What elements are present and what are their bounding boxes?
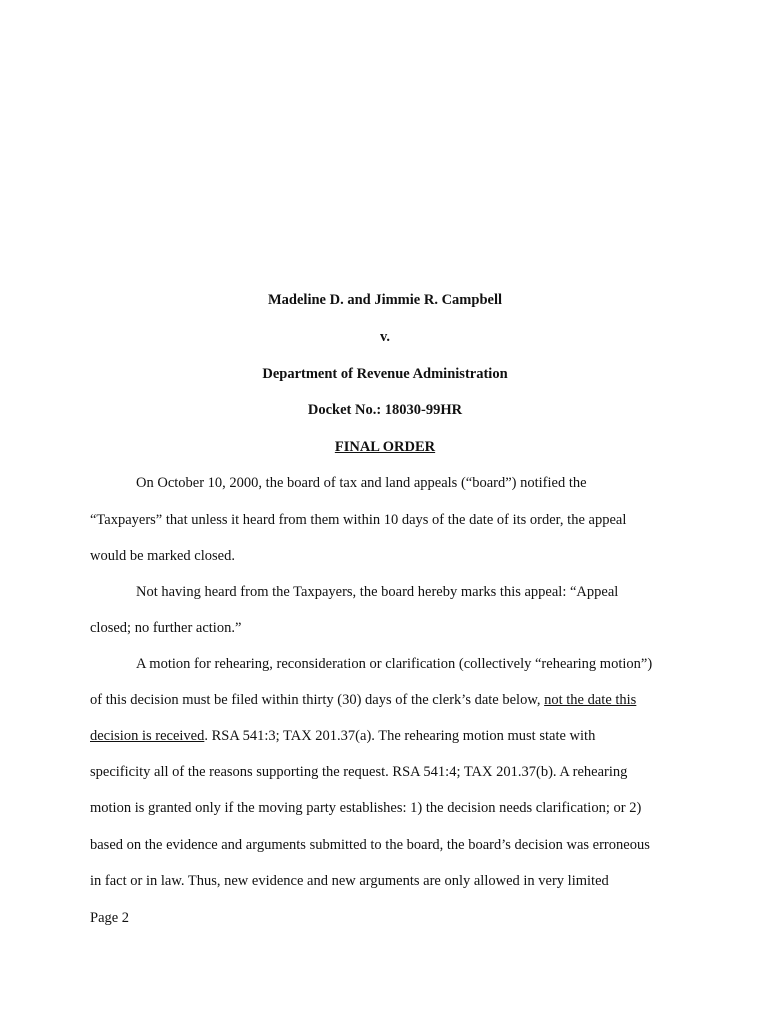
body-line: A motion for rehearing, reconsideration or clarification (collectively “rehearing motion”) bbox=[136, 656, 653, 672]
body-text: of this decision must be filed within thirty (30) days of the clerk’s date below, bbox=[90, 692, 545, 708]
body-line: specificity all of the reasons supporting the request. RSA 541:4; TAX 201.37(b). A rehearing bbox=[90, 764, 628, 780]
underlined-text: decision is received bbox=[90, 728, 205, 744]
body-line bbox=[90, 728, 595, 745]
case-respondent: Department of Revenue Administration bbox=[262, 366, 508, 382]
page-number: Page 2 bbox=[90, 910, 130, 926]
order-title: FINAL ORDER bbox=[334, 439, 436, 455]
underlined-text: not the date this bbox=[544, 692, 637, 708]
body-text: . RSA 541:3; TAX 201.37(a). The rehearing motion must state with bbox=[204, 728, 596, 744]
body-line: based on the evidence and arguments submitted to the board, the board’s decision was erroneous bbox=[90, 837, 650, 853]
body-line: motion is granted only if the moving party establishes: 1) the decision needs clarification; or 2) bbox=[90, 800, 642, 816]
body-line: “Taxpayers” that unless it heard from them within 10 days of the date of its order, the appeal bbox=[90, 512, 627, 528]
case-versus: v. bbox=[379, 329, 391, 345]
body-line: in fact or in law. Thus, new evidence and new arguments are only allowed in very limited bbox=[90, 873, 609, 889]
body-line: Not having heard from the Taxpayers, the board hereby marks this appeal: “Appeal bbox=[136, 584, 619, 600]
body-line: would be marked closed. bbox=[90, 548, 235, 564]
case-parties: Madeline D. and Jimmie R. Campbell bbox=[267, 292, 502, 308]
body-line bbox=[90, 692, 636, 709]
body-line: closed; no further action.” bbox=[90, 620, 242, 636]
body-line: On October 10, 2000, the board of tax and land appeals (“board”) notified the bbox=[136, 475, 587, 491]
docket-number: Docket No.: 18030-99HR bbox=[307, 402, 463, 418]
